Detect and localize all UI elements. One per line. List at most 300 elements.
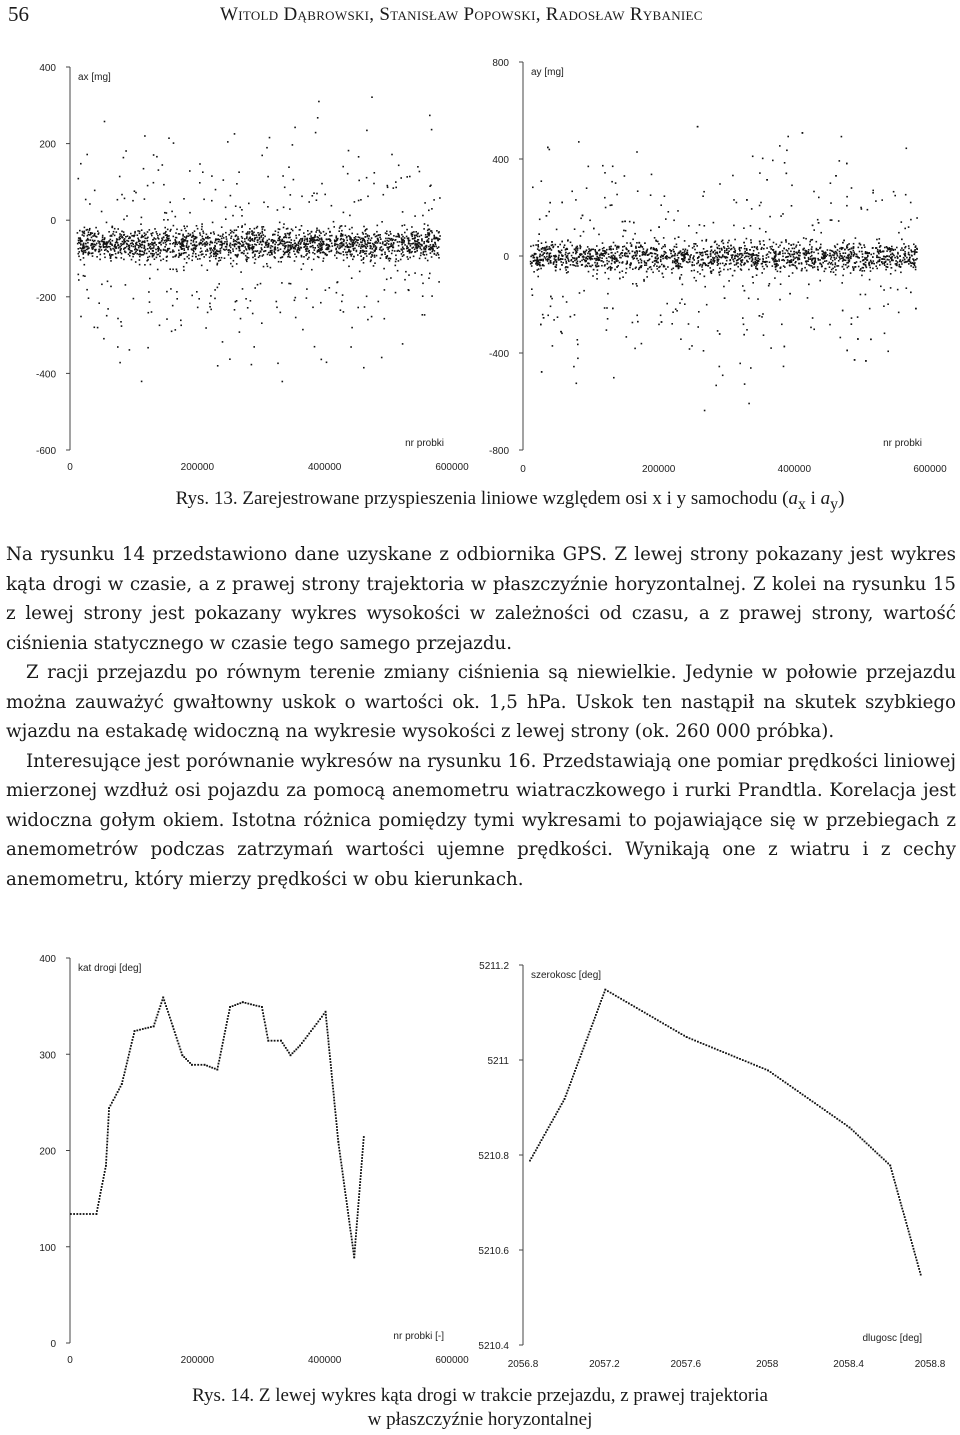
data-point: [868, 262, 870, 264]
data-point: [254, 228, 256, 230]
data-point: [303, 263, 305, 265]
y-tick-label: 400: [39, 63, 56, 74]
data-point: [147, 347, 149, 349]
data-point: [321, 1016, 323, 1018]
data-point: [609, 246, 611, 248]
data-point: [882, 263, 884, 265]
data-point: [105, 249, 107, 251]
data-point: [301, 225, 303, 227]
data-point: [142, 1028, 144, 1030]
data-point: [793, 251, 795, 253]
data-point: [417, 166, 419, 168]
data-point: [639, 255, 641, 257]
data-point: [387, 238, 389, 240]
data-point: [876, 257, 878, 259]
data-point: [84, 247, 86, 249]
data-point: [817, 266, 819, 268]
y-tick-label: 0: [50, 216, 56, 228]
data-point: [595, 251, 597, 253]
data-point: [582, 215, 584, 217]
data-point: [703, 248, 705, 250]
data-point: [282, 381, 284, 383]
data-point: [403, 248, 405, 250]
data-point: [689, 261, 691, 263]
data-point: [345, 246, 347, 248]
data-point: [562, 255, 564, 257]
data-point: [225, 246, 227, 248]
data-point: [288, 166, 290, 168]
data-point: [618, 247, 620, 249]
data-point: [241, 241, 243, 243]
data-point: [542, 1137, 544, 1139]
data-point: [812, 317, 814, 319]
data-point: [560, 261, 562, 263]
data-point: [885, 256, 887, 258]
data-point: [633, 1006, 635, 1008]
data-point: [711, 249, 713, 251]
data-point: [748, 298, 750, 300]
data-point: [652, 272, 654, 274]
data-point: [423, 251, 425, 253]
data-point: [210, 295, 212, 297]
data-point: [742, 317, 744, 319]
data-point: [402, 343, 404, 345]
data-point: [391, 253, 393, 255]
data-point: [733, 251, 735, 253]
data-point: [744, 251, 746, 253]
data-point: [797, 1090, 799, 1092]
data-point: [186, 235, 188, 237]
data-point: [243, 244, 245, 246]
data-point: [328, 228, 330, 230]
data-point: [110, 286, 112, 288]
data-point: [733, 247, 735, 249]
data-point: [263, 234, 265, 236]
data-point: [280, 1040, 282, 1042]
data-point: [97, 1207, 99, 1209]
data-point: [380, 238, 382, 240]
data-point: [743, 324, 745, 326]
data-point: [163, 249, 165, 251]
data-point: [766, 261, 768, 263]
data-point: [793, 244, 795, 246]
data-point: [337, 246, 339, 248]
data-point: [312, 307, 314, 309]
y-tick-label: 400: [39, 954, 56, 965]
data-point: [753, 250, 755, 252]
data-point: [210, 253, 212, 255]
y-axis-label: ax [mg]: [78, 72, 111, 83]
data-point: [377, 225, 379, 227]
data-point: [168, 1014, 170, 1016]
data-point: [673, 249, 675, 251]
data-point: [101, 211, 103, 213]
y-tick-label: -400: [488, 349, 509, 360]
data-point: [673, 251, 675, 253]
data-point: [200, 248, 202, 250]
data-point: [434, 238, 436, 240]
data-point: [183, 248, 185, 250]
data-point: [572, 261, 574, 263]
data-point: [742, 1059, 744, 1061]
x-tick-label: 400000: [307, 462, 342, 473]
data-point: [265, 1028, 267, 1030]
data-point: [390, 233, 392, 235]
data-point: [346, 1200, 348, 1202]
data-point: [351, 233, 353, 235]
data-point: [256, 244, 258, 246]
data-point: [144, 245, 146, 247]
data-point: [130, 233, 132, 235]
data-point: [183, 198, 185, 200]
data-point: [905, 246, 907, 248]
data-point: [352, 239, 354, 241]
data-point: [249, 228, 251, 230]
data-point: [694, 1040, 696, 1042]
data-point: [160, 249, 162, 251]
data-point: [367, 319, 369, 321]
data-point: [244, 238, 246, 240]
data-point: [224, 1030, 226, 1032]
data-point: [766, 254, 768, 256]
data-point: [336, 1129, 338, 1131]
data-point: [357, 307, 359, 309]
data-point: [80, 259, 82, 261]
data-point: [283, 1045, 285, 1047]
data-point: [283, 241, 285, 243]
data-point: [678, 257, 680, 259]
data-point: [92, 252, 94, 254]
data-point: [237, 254, 239, 256]
data-point: [312, 252, 314, 254]
data-point: [285, 247, 287, 249]
data-point: [371, 96, 373, 98]
data-point: [207, 250, 209, 252]
data-point: [872, 268, 874, 270]
data-point: [172, 256, 174, 258]
data-point: [886, 246, 888, 248]
data-point: [805, 251, 807, 253]
data-point: [910, 262, 912, 264]
data-point: [251, 364, 253, 366]
data-point: [163, 236, 165, 238]
data-point: [762, 158, 764, 160]
data-point: [78, 251, 80, 253]
data-point: [360, 199, 362, 201]
data-point: [193, 238, 195, 240]
data-point: [156, 254, 158, 256]
data-point: [863, 259, 865, 261]
data-point: [409, 252, 411, 254]
data-point: [850, 272, 852, 274]
data-point: [107, 1125, 109, 1127]
data-point: [196, 241, 198, 243]
data-point: [561, 241, 563, 243]
data-point: [129, 236, 131, 238]
data-point: [166, 212, 168, 214]
data-point: [891, 246, 893, 248]
data-point: [404, 237, 406, 239]
data-point: [362, 251, 364, 253]
paragraph-1: Na rysunku 14 przedstawiono dane uzyskane z odbiornika GPS. Z lewej strony pokazany jest wykres kąta drogi w czasie, a z prawej strony trajektoria w płaszczyźnie horyzontalnej. Z kolei na rysunku 15 z lewej strony jest pokazany wykres wysokości w zależności od czasu, a z prawej strony, wartość ciśnienia statycznego w czasie tego samego przejazdu.: [6, 544, 956, 654]
data-point: [535, 1150, 537, 1152]
data-point: [293, 179, 295, 181]
data-point: [704, 410, 706, 412]
data-point: [212, 249, 214, 251]
data-point: [157, 1014, 159, 1016]
data-point: [727, 246, 729, 248]
data-point: [604, 989, 606, 991]
data-point: [776, 260, 778, 262]
data-point: [365, 233, 367, 235]
data-point: [703, 350, 705, 352]
data-point: [789, 265, 791, 267]
data-point: [824, 268, 826, 270]
data-point: [307, 234, 309, 236]
data-point: [916, 248, 918, 250]
data-point: [608, 253, 610, 255]
data-point: [370, 245, 372, 247]
data-point: [721, 249, 723, 251]
data-point: [603, 255, 605, 257]
data-point: [687, 253, 689, 255]
data-point: [126, 215, 128, 217]
data-point: [647, 254, 649, 256]
data-point: [862, 267, 864, 269]
data-point: [843, 268, 845, 270]
data-point: [782, 256, 784, 258]
data-point: [842, 258, 844, 260]
data-point: [751, 208, 753, 210]
data-point: [207, 236, 209, 238]
data-point: [425, 258, 427, 260]
data-point: [594, 1017, 596, 1019]
data-point: [814, 260, 816, 262]
data-point: [261, 231, 263, 233]
data-point: [351, 227, 353, 229]
data-point: [427, 230, 429, 232]
data-point: [326, 362, 328, 364]
data-point: [751, 246, 753, 248]
data-point: [397, 241, 399, 243]
data-point: [662, 273, 664, 275]
data-point: [282, 245, 284, 247]
data-point: [378, 235, 380, 237]
data-point: [638, 262, 640, 264]
data-point: [775, 264, 777, 266]
data-point: [405, 271, 407, 273]
data-point: [246, 256, 248, 258]
data-point: [121, 231, 123, 233]
data-point: [195, 249, 197, 251]
data-point: [373, 246, 375, 248]
data-point: [880, 286, 882, 288]
data-point: [261, 226, 263, 228]
data-point: [547, 260, 549, 262]
data-point: [129, 1048, 131, 1050]
data-point: [282, 175, 284, 177]
data-point: [106, 1153, 108, 1155]
data-point: [588, 1034, 590, 1036]
data-point: [878, 242, 880, 244]
data-point: [741, 261, 743, 263]
data-point: [741, 265, 743, 267]
data-point: [695, 243, 697, 245]
data-point: [436, 254, 438, 256]
data-point: [268, 252, 270, 254]
data-point: [602, 242, 604, 244]
data-point: [135, 192, 137, 194]
data-point: [336, 292, 338, 294]
data-point: [531, 262, 533, 264]
data-point: [779, 245, 781, 247]
data-point: [238, 238, 240, 240]
data-point: [335, 248, 337, 250]
data-point: [632, 322, 634, 324]
data-point: [664, 254, 666, 256]
data-point: [237, 226, 239, 228]
data-point: [175, 254, 177, 256]
data-point: [199, 232, 201, 234]
data-point: [216, 253, 218, 255]
data-point: [356, 1226, 358, 1228]
data-point: [435, 238, 437, 240]
data-point: [536, 262, 538, 264]
data-point: [381, 357, 383, 359]
data-point: [841, 258, 843, 260]
data-point: [203, 199, 205, 201]
data-point: [110, 257, 112, 259]
data-point: [318, 247, 320, 249]
data-point: [592, 1022, 594, 1024]
data-point: [865, 265, 867, 267]
data-point: [751, 257, 753, 259]
data-point: [606, 252, 608, 254]
data-point: [183, 239, 185, 241]
data-point: [88, 254, 90, 256]
data-point: [152, 256, 154, 258]
data-point: [600, 1000, 602, 1002]
data-point: [346, 236, 348, 238]
data-point: [337, 1132, 339, 1134]
data-point: [565, 1095, 567, 1097]
data-point: [342, 239, 344, 241]
data-point: [338, 1147, 340, 1149]
data-point: [634, 252, 636, 254]
data-point: [242, 237, 244, 239]
data-point: [711, 272, 713, 274]
data-point: [422, 215, 424, 217]
data-point: [724, 252, 726, 254]
data-point: [753, 255, 755, 257]
data-point: [229, 358, 231, 360]
data-point: [105, 1165, 107, 1167]
data-point: [192, 249, 194, 251]
data-point: [652, 1016, 654, 1018]
data-point: [260, 251, 262, 253]
x-tick-label: 200000: [641, 464, 676, 475]
data-point: [581, 264, 583, 266]
data-point: [250, 300, 252, 302]
data-point: [369, 243, 371, 245]
data-point: [636, 315, 638, 317]
data-point: [678, 1032, 680, 1034]
data-point: [772, 249, 774, 251]
data-point: [825, 252, 827, 254]
data-point: [802, 249, 804, 251]
data-point: [391, 154, 393, 156]
data-point: [176, 229, 178, 231]
data-point: [577, 344, 579, 346]
data-point: [642, 254, 644, 256]
data-point: [104, 121, 106, 123]
data-point: [236, 241, 238, 243]
data-point: [592, 265, 594, 267]
data-point: [155, 249, 157, 251]
data-point: [816, 249, 818, 251]
data-point: [218, 257, 220, 259]
data-point: [409, 243, 411, 245]
data-point: [142, 251, 144, 253]
data-point: [221, 226, 223, 228]
data-point: [139, 1029, 141, 1031]
data-point: [787, 259, 789, 261]
data-point: [120, 321, 122, 323]
data-point: [818, 253, 820, 255]
data-point: [611, 252, 613, 254]
data-point: [223, 237, 225, 239]
data-point: [289, 241, 291, 243]
data-point: [232, 1005, 234, 1007]
data-point: [114, 250, 116, 252]
data-point: [100, 1192, 102, 1194]
data-point: [305, 1037, 307, 1039]
data-point: [574, 260, 576, 262]
data-point: [238, 242, 240, 244]
data-point: [801, 268, 803, 270]
data-point: [790, 256, 792, 258]
data-point: [215, 189, 217, 191]
data-point: [424, 314, 426, 316]
data-point: [296, 237, 298, 239]
data-point: [333, 1094, 335, 1096]
data-point: [348, 1221, 350, 1223]
data-point: [381, 221, 383, 223]
data-point: [245, 1002, 247, 1004]
data-point: [898, 266, 900, 268]
data-point: [257, 232, 259, 234]
data-point: [323, 243, 325, 245]
data-point: [368, 238, 370, 240]
data-point: [829, 253, 831, 255]
data-point: [249, 240, 251, 242]
data-point: [814, 266, 816, 268]
data-point: [168, 238, 170, 240]
data-point: [743, 242, 745, 244]
data-point: [370, 251, 372, 253]
data-point: [622, 246, 624, 248]
data-point: [263, 266, 265, 268]
data-point: [119, 176, 121, 178]
data-point: [316, 199, 318, 201]
data-point: [770, 246, 772, 248]
data-point: [128, 253, 130, 255]
data-point: [312, 247, 314, 249]
data-point: [661, 248, 663, 250]
data-point: [297, 251, 299, 253]
data-point: [565, 252, 567, 254]
data-point: [117, 252, 119, 254]
